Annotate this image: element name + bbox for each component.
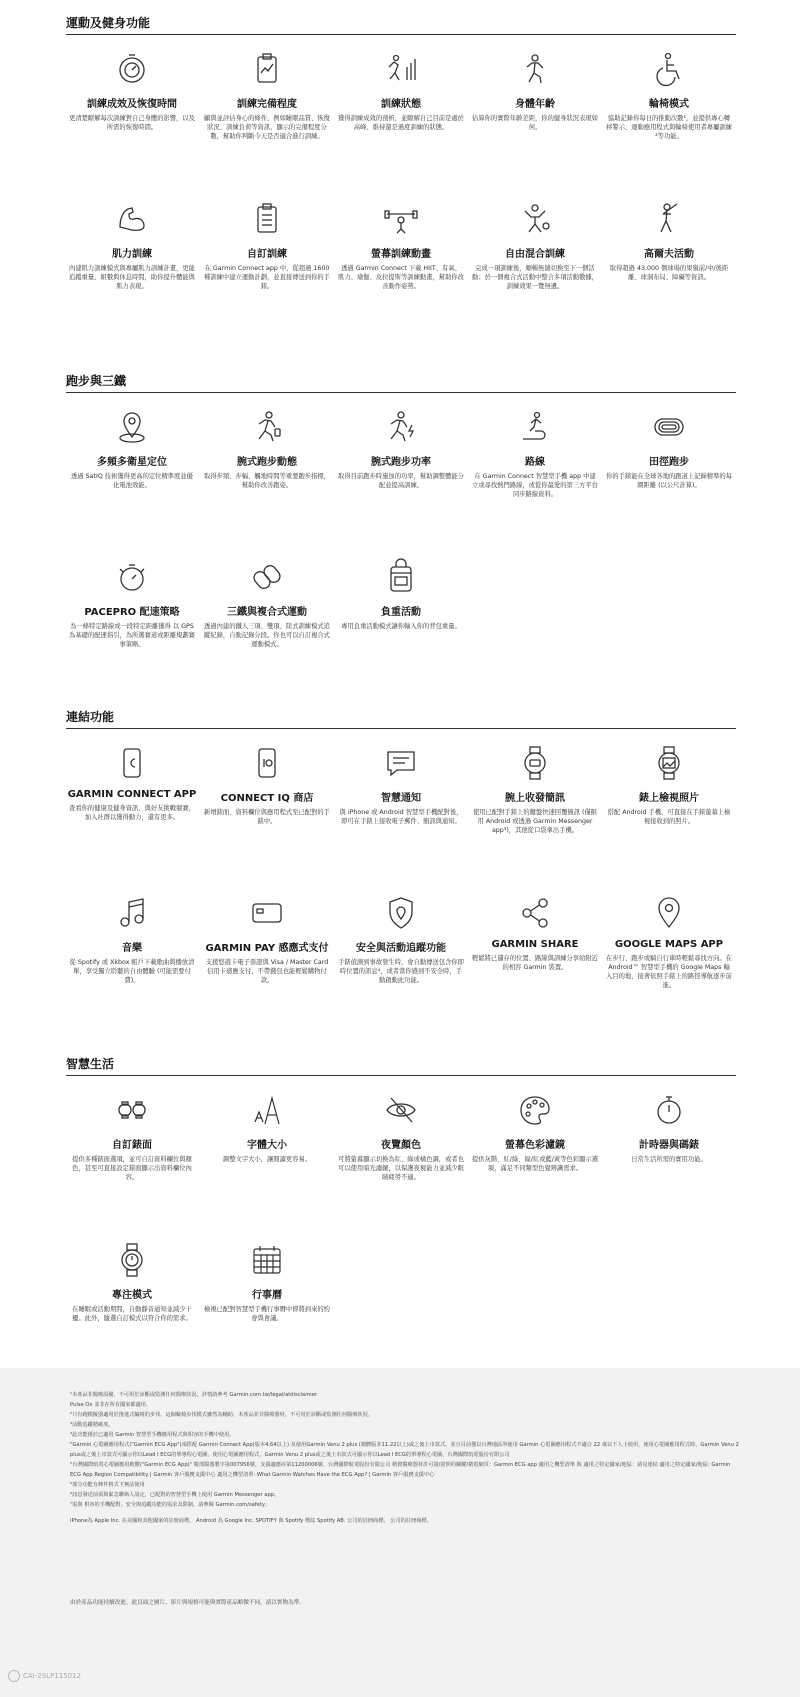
feature-title: 負重活動 [381,607,421,618]
connect-iq-icon [247,743,287,783]
safety-shield-icon [381,893,421,933]
feature-desc: 在 Garmin Connect app 中，從超過 1600 種訓練中建立運動計劃，並直接傳送到你的手錶。 [204,265,330,290]
feature-garmin-connect [65,743,199,822]
feature-desc: 與 iPhone 或 Android 智慧型手機配對後，即可在手錶上接收電子郵件、簡訊與通知。 [339,809,463,825]
watch-reply-icon [515,743,555,783]
checklist-icon [247,199,287,239]
running-power-icon [381,407,421,447]
feature-desc: 可將螢幕顯示切換為紅、綠或橘色調，或者也可以使用暗光濾鏡，以保護夜視能力並減少眼睛疲勞不適。 [338,1156,464,1181]
feature-garmin-pay [200,893,334,985]
feature-title: 訓練完備程度 [237,99,297,110]
route-icon [515,407,555,447]
feature-desc: 完成一項訓練後，順暢無縫切換至下一個活動；於一個複合式活動中整合多項活動數據，訓練效果一覽無遺。 [472,265,598,290]
feature-golf [602,199,736,282]
feature-training-status [334,49,468,132]
feature-desc: 使用已配對手錶上的鍵盤快速回覆簡訊 (僅限用 Android 或透過 Garmin Messenger app³)，其他從口袋拿出手機。 [472,809,598,834]
triathlon-icon [247,557,287,597]
feature-desc: 在 Garmin Connect 智慧型手機 app 中建立或尋找熱門路線，或從你最愛的第三方平台同步路線資料。 [472,473,598,498]
feature-pacepro [65,557,199,649]
feature-custom-workouts [200,199,334,291]
feature-font-size [200,1090,334,1164]
footnote: ⁶訊息發送前須與緊急聯絡人設定，已配對的智慧型手機上使用 Garmin Messenger app。 [70,1492,280,1498]
calendar-icon [247,1240,287,1280]
feature-title: 訓練狀態 [381,99,421,110]
watch-photo-icon [649,743,689,783]
feature-gnss [65,407,199,490]
feature-title: 多頻多衛星定位 [97,457,167,468]
feature-title: 錶上檢視照片 [639,793,699,804]
feature-title: 自訂訓練 [247,249,287,260]
feature-title: 音樂 [122,943,142,954]
feature-training-readiness [200,49,334,141]
footnote: ²只有跑模擬器適用於推進式輪椅的步伐。這個輪椅步伐模式雖然為輔助，本產品並非醫療器材，不可用於診斷或監測任何醫療狀況。 [70,1412,373,1418]
feature-title: 肌力訓練 [112,249,152,260]
feature-title: GARMIN PAY 感應式支付 [205,943,329,954]
feature-text-reply [468,743,602,835]
feature-title: 腕式跑步功率 [371,457,431,468]
feature-title: 計時器與碼錶 [639,1140,699,1151]
feature-desc: 取得步頻、步幅、觸地時間等重要跑步指標，幫助你改善跑姿。 [204,473,330,489]
feature-title: PACEPRO 配速策略 [84,607,180,618]
feature-timers [602,1090,736,1164]
feature-music [65,893,199,985]
feature-focus-mode [65,1240,199,1323]
font-size-icon [247,1090,287,1130]
feature-calendar [200,1240,334,1323]
feature-desc: 調整文字大小，讓閱讀更容易。 [222,1156,312,1163]
feature-desc: 你的手錶能在全球各地的跑道上記錄精準的每圈距離 (以公尺計算)。 [606,473,732,489]
feature-connect-iq [200,743,334,826]
feature-title: GARMIN CONNECT APP [67,789,197,800]
feature-title: CONNECT IQ 商店 [220,793,314,804]
feature-desc: 顧與並評估身心的條件，例如睡眠品質、恢復狀況、訓練負荷等資訊，顯示的完備程度分數，幫助你判斷今天是否適合進行訓練。 [204,115,330,140]
wheelchair-icon [649,49,689,89]
feature-desc: 估算你的實際年齡差距，你的健身狀況表現如何。 [472,115,598,131]
music-icon [112,893,152,933]
feature-desc: 透過 Garmin Connect 下載 HIIT、有氧、肌力、瑜伽、皮拉提斯等訓練動畫，幫助你改善動作姿勢。 [338,265,464,290]
map-pin-icon [649,893,689,933]
feature-night-vision [334,1090,468,1182]
section-title: 連結功能 [66,708,736,729]
feature-desc: 為一條特定路線或一段特定距離獲得 以 GPS 為基礎的配速指引，為所選賽道或距離規劃賽事策略。 [69,623,195,648]
feature-title: 身體年齡 [515,99,555,110]
feature-photos [602,743,736,826]
feature-title: 高爾夫活動 [644,249,694,260]
garmin-connect-icon [112,743,152,783]
palette-icon [515,1090,555,1130]
pacepro-icon [112,557,152,597]
stopwatch-icon [649,1090,689,1130]
feature-desc: 透過 SatIQ 技術獲得更高的定位精準度並優化電池效能。 [71,473,193,489]
feature-title: 田徑跑步 [649,457,689,468]
footnote: ¹本產品非醫療設備，不可用於診斷或監測任何醫療狀況。詳情請參考 Garmin.com.tw/legal/atdisclaimer [70,1392,318,1398]
section-fitness [66,14,736,290]
share-icon [515,893,555,933]
feature-track [602,407,736,490]
feature-desc: 新增錶面、資料欄位與應用程式至已配對的手錶中。 [204,809,330,825]
feature-courses [468,407,602,499]
footnote: iPhone為 Apple Inc. 在美國和其他國家的註冊商標。 Android 為 Google Inc. SPOTIFY 與 Spotify 標誌 Spotify AB. 公司的註冊商標。 公司的註冊商標。 [70,1518,432,1524]
footnote: "Garmin 心電圖應用程式("Garmin ECG App")須搭配 Garmin Connect App(版本4.64以上) 及使用Garmin Venu 2 plus (韌體版本11.22以上)或之後上市款式。並且目前僅以台灣地區所使用 Garmin 心電圖應用程式不適合 22 歲以下人士使用，使用心電圖應用程式時，Garmin Venu 2 plus或之後上市款式可顯示你以Lead I ECG的單導程心電圖。使用心電圖應用程式，Garmin Venu 2 plus或之後上市款式可顯示你以Lead I ECG的單導程心電圖。台灣國際航電股份有限公司 [70,1442,739,1458]
footnote: ⁵部分功能有條件格式下無法使用 [70,1482,145,1488]
watch-faces-icon [112,1090,152,1130]
golf-icon [649,199,689,239]
footnote: ³活動追蹤精確度。 [70,1422,114,1428]
product-code-text: CAI-2SLP115012 [23,1672,82,1680]
wrist-running-icon [247,407,287,447]
section-title: 智慧生活 [66,1055,736,1076]
feature-title: GARMIN SHARE [491,939,579,950]
section-smart-life [66,1055,736,1322]
footnotes [70,1390,740,1526]
runner-bars-icon [381,49,421,89]
feature-title: 自訂錶面 [112,1140,152,1151]
feature-desc: 提供多種錶面選項，並可自訂資料欄位與顏色，甚至可直接設定錶面顯示出資料欄位內容。 [72,1156,192,1181]
timer-recovery-icon [112,49,152,89]
feature-title: 安全與活動追蹤功能 [356,943,446,954]
feature-desc: 取得超過 43,000 個球場的果嶺前/中/後距離、球洞布局、障礙等資訊。 [609,265,729,281]
feature-desc: 輕鬆將已儲存的位置、路線與訓練分享給附近的相容 Garmin 裝置。 [472,955,598,971]
feature-title: 路線 [525,457,545,468]
feature-desc: 在睡眠或活動期間，自動靜音通知並減少干擾。此外，隨選自訂模式以符合你的需求。 [72,1306,192,1322]
feature-title: 智慧通知 [381,793,421,804]
footnote: Pulse Ox 並非在所有國家都適用。 [70,1402,152,1408]
feature-title: 三鐵與複合式運動 [227,607,307,618]
section-title: 運動及健身功能 [66,14,736,35]
feature-title: 夜覽顏色 [381,1140,421,1151]
screen-workout-icon [381,199,421,239]
feature-multisport [468,199,602,291]
feature-desc: 內建肌力訓練模式與專屬肌力訓練計畫，更能追蹤重量、組數與休息時間，助你提升體能與肌力表現。 [69,265,195,290]
runner-age-icon [515,49,555,89]
feature-color-filters [468,1090,602,1173]
feature-google-maps [602,893,736,990]
feature-desc: 取得目前跑步時施加的功率，幫助調整體能分配並提高訓練。 [338,473,464,489]
section-running [66,372,736,648]
feature-desc: 在步行、跑步或騎自行車時輕鬆尋找方向。在 Android™ 智慧型手機的 Google Maps 輸入目的地，接著依照手錶上的路徑導航逐步前進。 [606,955,732,989]
focus-watch-icon [112,1240,152,1280]
multisport-icon [515,199,555,239]
feature-desc: 日常生活所需的實用功能。 [631,1156,707,1163]
feature-strength [65,199,199,291]
feature-desc: 從 Spotify 或 Xkbox 帳戶下載歌曲與播放清單，享受獨立聆聽的自由體驗 (可能需要付費)。 [69,959,195,984]
feature-rucking [334,557,468,631]
feature-animations [334,199,468,291]
location-pin-icon [112,407,152,447]
footnotes-area [0,1368,800,1697]
feature-title: 螢幕色彩濾鏡 [505,1140,565,1151]
footnote: ⁷需與 相容的手機配對，安全與追蹤功能的需求及限制，請參閱 Garmin.com/safety。 [70,1502,271,1508]
feature-smart-notifications [334,743,468,826]
feature-desc: 支援悠遊卡電子票證與 Visa / Master Card 信用卡感應支付，不帶錢包也能輕鬆購物付款。 [205,959,329,984]
feature-title: 腕上收發簡訊 [505,793,565,804]
feature-title: GOOGLE MAPS APP [614,939,724,950]
brand-logo-icon [8,1670,20,1682]
feature-running-power [334,407,468,490]
feature-title: 輪椅模式 [649,99,689,110]
feature-triathlon [200,557,334,649]
feature-desc: 透過內建的鐵人三項、雙項、陸式訓練模式追蹤紀錄，自動記錄分段。你也可以自訂複合式運動模式。 [204,623,330,648]
product-code [8,1670,81,1682]
smart-notification-icon [381,743,421,783]
feature-desc: 手錶偵測到事故發生時，會自動傳送包含你即時位置的訊息⁴，或者當你感到不安全時，手動啟動此功能。 [338,959,464,984]
feature-desc: 專用負重活動模式讓你輸入你的背包重量。 [341,623,461,630]
feature-training-effect [65,49,199,132]
feature-desc: 搭配 Android 手機，可直接在手錶螢幕上檢視接收到的照片。 [607,809,731,825]
feature-title: 自由混合訓練 [505,249,565,260]
feature-garmin-share [468,893,602,972]
clipboard-chart-icon [247,49,287,89]
feature-desc: 協助記錄你每日的推動次數¹，並提供專心轉移警示、運動應用程式與輪椅使用者專屬訓練²等功能。 [606,115,732,140]
feature-running-dynamics [200,407,334,490]
eye-icon [381,1090,421,1130]
feature-desc: 檢視已配對智慧型手機行事曆中即將到來的約會與會議。 [204,1306,330,1322]
track-icon [649,407,689,447]
feature-title: 行事曆 [252,1290,282,1301]
feature-desc: 查看你的健康及健身資訊、與好友挑戰競賽，加入社群以獲得動力，還有更多。 [69,805,195,821]
feature-desc: 更清楚瞭解每次訓練對自己身體的影響，以及所需的恢復時間。 [69,115,195,131]
footnote: "台灣國際航電心電圖應用軟體("Garmin ECG App)" 衛部醫器製字第007956號，支援適應症第11200006號。台灣國際航電股份有限公司 精資醫療器材許可證/證照的關鍵/衛電網頁：Garmin ECG app 適用之機型清單 與 適用之特定國家/地區：請見連結 適用之特定國家/地區: Garmin ECG App Region Compatibility | Garmin 客戶服務支援中心 適用之機型清單: What Garmin Watches Have the ECG App? | Garmin 客戶服務支援中心 [70,1462,731,1478]
feature-title: 字體大小 [247,1140,287,1151]
feature-safety [334,893,468,985]
disclaimer: 由於產品功能持續改進，此頁面之圖片、影片與規格可能與實際產品略微不同，請以實物為準。 [70,1600,305,1606]
backpack-icon [381,557,421,597]
feature-title: 螢幕訓練動畫 [371,249,431,260]
feature-desc: 提供灰階、紅/綠、綠/紅或藍/黃等色彩顯示選項，滿足不同類型色覺辨識需求。 [472,1156,599,1172]
feature-title: 腕式跑步動態 [237,457,297,468]
garmin-pay-icon [247,893,287,933]
muscle-arm-icon [112,199,152,239]
footnote: ⁴此功能僅於已適用 Garmin 智慧型手機應用程式與相容的手機中使用。 [70,1432,235,1438]
feature-desc: 獲得訓練成效的剖析，並瞭解自己目前是處於高峰、維持還是過度訓練的狀態。 [338,115,464,131]
feature-title: 訓練成效及恢復時間 [87,99,177,110]
feature-title: 專注模式 [112,1290,152,1301]
feature-wheelchair [602,49,736,141]
feature-fitness-age [468,49,602,132]
section-connectivity [66,708,736,989]
section-title: 跑步與三鐵 [66,372,736,393]
feature-watch-faces [65,1090,199,1182]
